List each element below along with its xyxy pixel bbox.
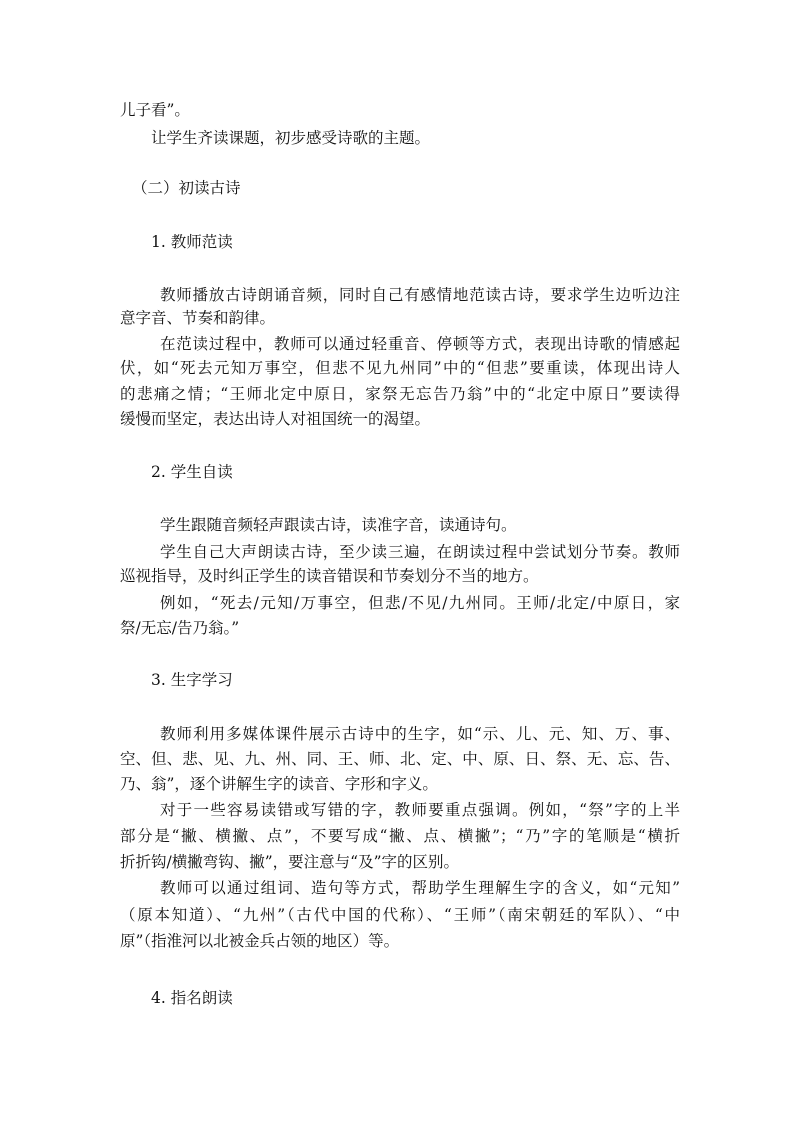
paragraph-line: 祭/无忘/告乃翁。”	[120, 619, 240, 637]
paragraph-line: 空、但、悲、见、九、州、同、王、师、北、定、中、原、日、祭、无、忘、告、	[120, 750, 680, 768]
subsection-heading-1: 1. 教师范读	[151, 233, 233, 251]
paragraph-line: 乃、翁”，逐个讲解生字的读音、字形和字义。	[120, 775, 438, 793]
subsection-heading-2: 2. 学生自读	[151, 463, 233, 481]
paragraph-line: 学生自己大声朗读古诗，至少读三遍，在朗读过程中尝试划分节奏。教师	[160, 543, 680, 561]
paragraph-line: 教师播放古诗朗诵音频，同时自己有感情地范读古诗，要求学生边听边注	[160, 286, 680, 304]
paragraph-line: 例如，“死去/元知/万事空，但悲/不见/九州同。王师/北定/中原日，家	[160, 594, 680, 612]
paragraph-line: 巡视指导，及时纠正学生的读音错误和节奏划分不当的地方。	[120, 567, 539, 585]
subsection-heading-3: 3. 生字学习	[151, 671, 233, 689]
paragraph-line: 教师可以通过组词、造句等方式，帮助学生理解生字的含义，如“元知”	[160, 879, 680, 897]
paragraph-line: 的悲痛之情；“王师北定中原日，家祭无忘告乃翁”中的“北定中原日”要读得	[120, 385, 680, 403]
paragraph-line: 在范读过程中，教师可以通过轻重音、停顿等方式，表现出诗歌的情感起	[160, 335, 680, 353]
paragraph-line: （原本知道）、“九州”（古代中国的代称）、“王师”（南宋朝廷的军队）、“中	[120, 906, 680, 924]
section-title: （二）初读古诗	[132, 179, 241, 197]
paragraph-line: 意字音、节奏和韵律。	[120, 309, 276, 327]
paragraph-line: 缓慢而坚定，表达出诗人对祖国统一的渴望。	[120, 410, 431, 428]
intro-continuation: 儿子看”。	[120, 101, 190, 119]
paragraph-line: 伏，如“死去元知万事空，但悲不见九州同”中的“但悲”要重读，体现出诗人	[120, 359, 680, 377]
paragraph-line: 对于一些容易读错或写错的字，教师要重点强调。例如，“祭”字的上半	[160, 801, 680, 819]
paragraph-line: 折折钩/横撇弯钩、撇”，要注意与“及”字的区别。	[120, 853, 459, 871]
subsection-heading-4: 4. 指名朗读	[151, 989, 233, 1007]
paragraph-line: 学生跟随音频轻声跟读古诗，读准字音，读通诗句。	[160, 516, 517, 534]
paragraph-line: 原”（指淮河以北被金兵占领的地区）等。	[120, 932, 400, 950]
paragraph-line: 部分是“撇、横撇、点”，不要写成“撇、点、横撇”；“乃”字的笔顺是“横折	[120, 827, 680, 845]
intro-paragraph: 让学生齐读课题，初步感受诗歌的主题。	[151, 129, 431, 147]
paragraph-line: 教师利用多媒体课件展示古诗中的生字，如“示、儿、元、知、万、事、	[160, 725, 680, 743]
